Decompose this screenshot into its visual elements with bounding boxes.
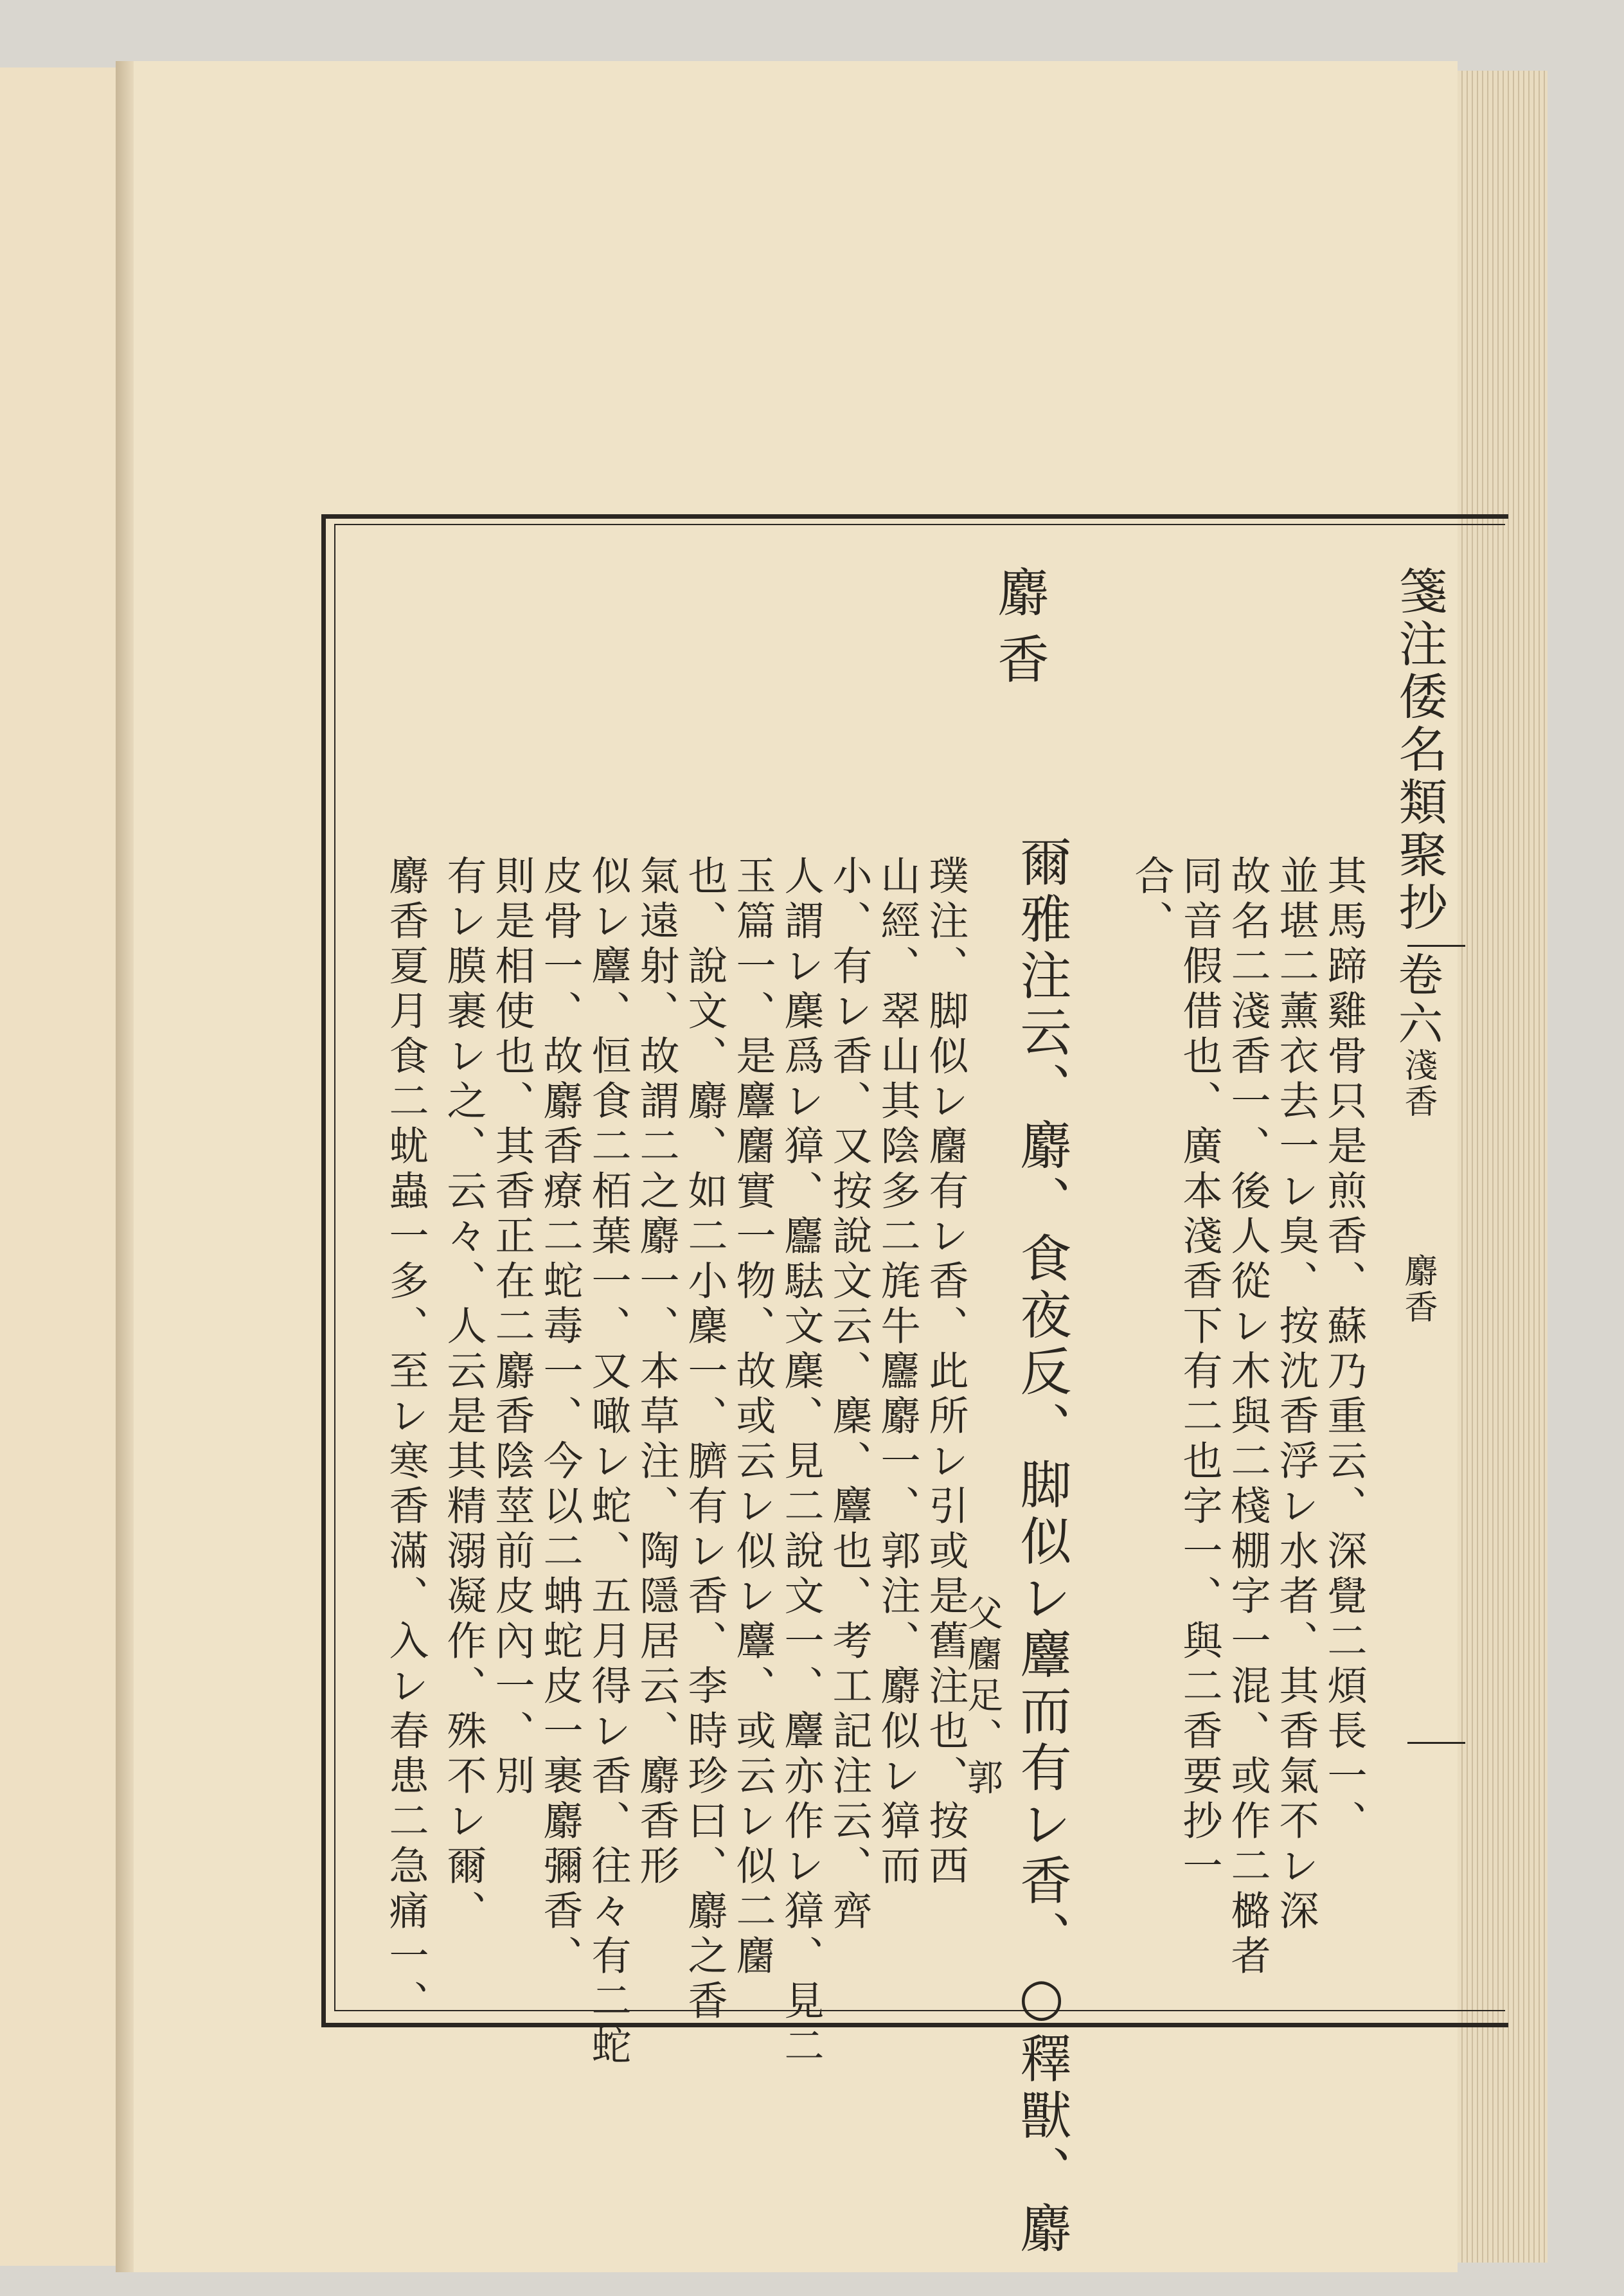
title-rule	[1407, 945, 1465, 947]
text-column-10: 人謂レ麇爲レ獐、麢䮃文麇、見二說文一、麞亦作レ獐、見二	[778, 855, 825, 2070]
text-column-14: 似レ麞、恒食二栢葉一、又噉レ蛇、五月得レ香、往々有二蛇	[585, 855, 632, 2070]
text-column-1: 其馬蹄雞骨只是煎香、蘇乃重云、深覺二煩長一、	[1321, 855, 1368, 1845]
text-column-5: 合、	[1128, 855, 1175, 945]
text-column-3: 故名二淺香一、後人從レ木與二棧棚字一混、或作二㯝者	[1224, 855, 1271, 1980]
entry-heading: 麝香	[989, 566, 1049, 699]
text-column-13: 氣遠射、故謂二之麝一、本草注、陶隱居云、麝香形	[633, 855, 680, 1890]
text-column-16: 則是相使也、其香正在二麝香陰莖前皮內一、別	[488, 855, 535, 1800]
text-column-12: 也、說文、麝、如二小麇一、臍有レ香、李時珍曰、麝之香	[681, 855, 728, 2025]
text-column-17: 有レ膜裹レ之、云々、人云是其精溺凝作、殊不レ爾、	[440, 855, 487, 1935]
volume-label: 卷六	[1391, 951, 1443, 1049]
text-column-11: 玉篇一、是麞麕實一物、故或云レ似レ麞、或云レ似二麕	[729, 855, 776, 1980]
header-bottom-rule	[1407, 1742, 1465, 1744]
header-entry-1: 淺香	[1398, 1048, 1437, 1120]
page-gutter	[116, 61, 134, 2272]
text-column-9: 小、有レ香、又按說文云、麇、麞也、考工記注云、齊	[826, 855, 873, 1935]
left-page	[0, 67, 118, 2266]
text-column-15: 皮骨一、故麝香療二蛇毒一、今以二蚺蛇皮一裹麝彌香、	[537, 855, 584, 1980]
text-column-6: 爾雅注云、麝、食夜反、脚似レ麞而有レ香、○釋獸、麝	[1012, 836, 1071, 2258]
book-title: 箋注倭名類聚抄	[1391, 566, 1448, 935]
text-column-4: 同音假借也、廣本淺香下有二也字一、與二香要抄一	[1176, 855, 1223, 1890]
text-column-2: 並堪二薰衣去一レ臭、按沈香浮レ水者、其香氣不レ深	[1272, 855, 1319, 1935]
header-entry-2: 麝香	[1398, 1253, 1437, 1325]
text-column-8: 山經、翠山其陰多二旄牛麢麝一、郭注、麝似レ獐而	[874, 855, 921, 1890]
text-column-6-note: 父麕足、郭	[961, 1594, 1003, 1800]
text-column-18: 麝香夏月食二蚘蟲一多、至レ寒香滿、入レ春患二急痛一、	[382, 855, 429, 2025]
text-column-7: 璞注、脚似レ麕有レ香、此所レ引或是舊注也、按西	[922, 855, 969, 1890]
